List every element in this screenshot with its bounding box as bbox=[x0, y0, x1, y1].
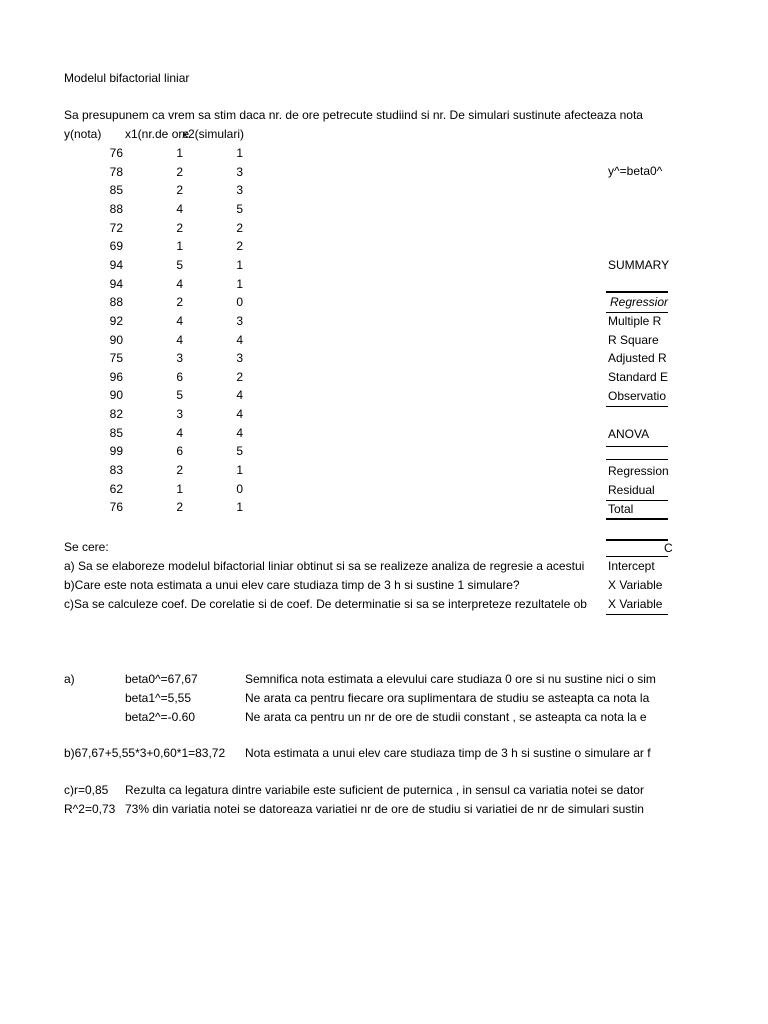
cell-x2-simulari: 4 bbox=[236, 426, 243, 440]
cell-x2-simulari: 1 bbox=[236, 500, 243, 514]
cell-x2-simulari: 0 bbox=[236, 295, 243, 309]
answer-c-r-text: Rezulta ca legatura dintre variabile este suficient de puternica , in sensul ca variatia notei se dator bbox=[125, 783, 644, 797]
coef-header-rule bbox=[606, 556, 668, 557]
cell-x2-simulari: 4 bbox=[236, 333, 243, 347]
cell-x1-ore: 2 bbox=[176, 221, 183, 235]
cell-x2-simulari: 0 bbox=[236, 482, 243, 496]
stats-top-rule bbox=[606, 291, 668, 293]
stat-label: R Square bbox=[608, 333, 659, 347]
beta2-explanation: Ne arata ca pentru un nr de ore de studii constant , se asteapta ca nota la e bbox=[245, 710, 647, 724]
anova-bottom-rule bbox=[606, 518, 668, 520]
cell-x1-ore: 3 bbox=[176, 351, 183, 365]
coef-row-label: Intercept bbox=[608, 559, 655, 573]
requirement-c: c)Sa se calculeze coef. De corelatie si de coef. De determinatie si sa se interpreteze rezultatele ob bbox=[64, 597, 587, 611]
cell-y-nota: 94 bbox=[109, 258, 123, 272]
coef-top-rule bbox=[606, 539, 668, 541]
cell-y-nota: 69 bbox=[109, 239, 123, 253]
stat-label: Adjusted R bbox=[608, 351, 667, 365]
cell-y-nota: 78 bbox=[109, 165, 123, 179]
cell-x2-simulari: 1 bbox=[236, 463, 243, 477]
header-y: y(nota) bbox=[64, 127, 102, 141]
cell-x1-ore: 6 bbox=[176, 370, 183, 384]
cell-x2-simulari: 2 bbox=[236, 239, 243, 253]
cell-x2-simulari: 3 bbox=[236, 314, 243, 328]
stat-label: Standard E bbox=[608, 370, 669, 384]
answer-c-r: c)r=0,85 bbox=[64, 783, 109, 797]
cell-x1-ore: 3 bbox=[176, 407, 183, 421]
beta2-value: beta2^=-0.60 bbox=[125, 710, 196, 724]
cell-x2-simulari: 3 bbox=[236, 183, 243, 197]
cell-y-nota: 94 bbox=[109, 277, 123, 291]
cell-x2-simulari: 1 bbox=[236, 258, 243, 272]
coef-bottom-rule bbox=[606, 614, 668, 615]
cell-x1-ore: 5 bbox=[176, 258, 183, 272]
anova-header-rule bbox=[606, 459, 668, 460]
cell-x2-simulari: 1 bbox=[236, 146, 243, 160]
cell-x1-ore: 4 bbox=[176, 426, 183, 440]
requirement-a: a) Sa se elaboreze modelul bifactorial liniar obtinut si sa se realizeze analiza de regresie a acestui bbox=[64, 559, 585, 573]
cell-y-nota: 88 bbox=[109, 295, 123, 309]
cell-x2-simulari: 3 bbox=[236, 351, 243, 365]
cell-x1-ore: 2 bbox=[176, 295, 183, 309]
anova-residual-rule bbox=[606, 500, 668, 501]
beta0-value: beta0^=67,67 bbox=[125, 672, 198, 686]
anova-title: ANOVA bbox=[608, 427, 650, 441]
cell-y-nota: 99 bbox=[109, 444, 123, 458]
cell-x1-ore: 1 bbox=[176, 239, 183, 253]
anova-row-label: Total bbox=[608, 502, 634, 516]
cell-x1-ore: 2 bbox=[176, 165, 183, 179]
coef-row-label: X Variable bbox=[608, 578, 663, 592]
cell-x2-simulari: 4 bbox=[236, 388, 243, 402]
cell-x2-simulari: 2 bbox=[236, 370, 243, 384]
anova-row-label: Regression bbox=[608, 464, 669, 478]
cell-x2-simulari: 1 bbox=[236, 277, 243, 291]
answer-c-r2-text: 73% din variatia notei se datoreaza variatiei nr de ore de studiu si variatiei de nr de simulari sustin bbox=[125, 802, 644, 816]
intro-text: Sa presupunem ca vrem sa stim daca nr. de ore petrecute studiind si nr. De simulari sustinute afecteaza nota bbox=[64, 108, 643, 122]
cell-y-nota: 75 bbox=[109, 351, 123, 365]
answer-a-label: a) bbox=[64, 672, 75, 686]
cell-x2-simulari: 3 bbox=[236, 165, 243, 179]
stat-label: Multiple R bbox=[608, 314, 662, 328]
cell-x1-ore: 5 bbox=[176, 388, 183, 402]
cell-x1-ore: 4 bbox=[176, 314, 183, 328]
page-title: Modelul bifactorial liniar bbox=[64, 71, 190, 85]
cell-x1-ore: 6 bbox=[176, 444, 183, 458]
header-x2: x2(simulari) bbox=[182, 127, 245, 141]
requirement-b: b)Care este nota estimata a unui elev care studiaza timp de 3 h si sustine 1 simulare? bbox=[64, 578, 520, 592]
beta0-explanation: Semnifica nota estimata a elevului care studiaza 0 ore si nu sustine nici o sim bbox=[245, 672, 656, 686]
requirements-heading: Se cere: bbox=[64, 540, 109, 554]
cell-y-nota: 85 bbox=[109, 426, 123, 440]
cell-x1-ore: 1 bbox=[176, 146, 183, 160]
stats-bottom-rule bbox=[606, 406, 668, 407]
cell-x2-simulari: 5 bbox=[236, 444, 243, 458]
cell-x2-simulari: 2 bbox=[236, 221, 243, 235]
cell-y-nota: 90 bbox=[109, 333, 123, 347]
cell-y-nota: 76 bbox=[109, 146, 123, 160]
cell-x1-ore: 2 bbox=[176, 463, 183, 477]
answer-b-calculation: b)67,67+5,55*3+0,60*1=83,72 bbox=[64, 746, 226, 760]
summary-title: SUMMARY bbox=[608, 258, 670, 272]
stat-label: Observatio bbox=[608, 389, 667, 403]
header-x1: x1(nr.de ore bbox=[125, 127, 190, 141]
anova-top-rule bbox=[606, 446, 668, 447]
cell-x1-ore: 4 bbox=[176, 277, 183, 291]
cell-x2-simulari: 5 bbox=[236, 202, 243, 216]
cell-y-nota: 72 bbox=[109, 221, 123, 235]
cell-x1-ore: 4 bbox=[176, 333, 183, 347]
cell-y-nota: 85 bbox=[109, 183, 123, 197]
cell-x1-ore: 1 bbox=[176, 482, 183, 496]
cell-y-nota: 62 bbox=[109, 482, 123, 496]
cell-y-nota: 96 bbox=[109, 370, 123, 384]
answer-c-r2: R^2=0,73 bbox=[64, 802, 116, 816]
cell-y-nota: 90 bbox=[109, 388, 123, 402]
regression-stats-header: Regressior bbox=[610, 295, 669, 309]
model-equation: y^=beta0^ bbox=[608, 164, 663, 178]
cell-x1-ore: 2 bbox=[176, 183, 183, 197]
cell-y-nota: 83 bbox=[109, 463, 123, 477]
cell-x1-ore: 4 bbox=[176, 202, 183, 216]
cell-y-nota: 82 bbox=[109, 407, 123, 421]
cell-y-nota: 88 bbox=[109, 202, 123, 216]
beta1-value: beta1^=5,55 bbox=[125, 691, 192, 705]
beta1-explanation: Ne arata ca pentru fiecare ora suplimentara de studiu se asteapta ca nota la bbox=[245, 691, 650, 705]
cell-y-nota: 76 bbox=[109, 500, 123, 514]
coef-row-label: X Variable bbox=[608, 597, 663, 611]
cell-x2-simulari: 4 bbox=[236, 407, 243, 421]
coef-header-fragment: C bbox=[664, 541, 673, 555]
cell-y-nota: 92 bbox=[109, 314, 123, 328]
answer-b-text: Nota estimata a unui elev care studiaza timp de 3 h si sustine o simulare ar f bbox=[245, 746, 651, 760]
anova-row-label: Residual bbox=[608, 483, 655, 497]
cell-x1-ore: 2 bbox=[176, 500, 183, 514]
stats-header-rule bbox=[606, 312, 668, 313]
